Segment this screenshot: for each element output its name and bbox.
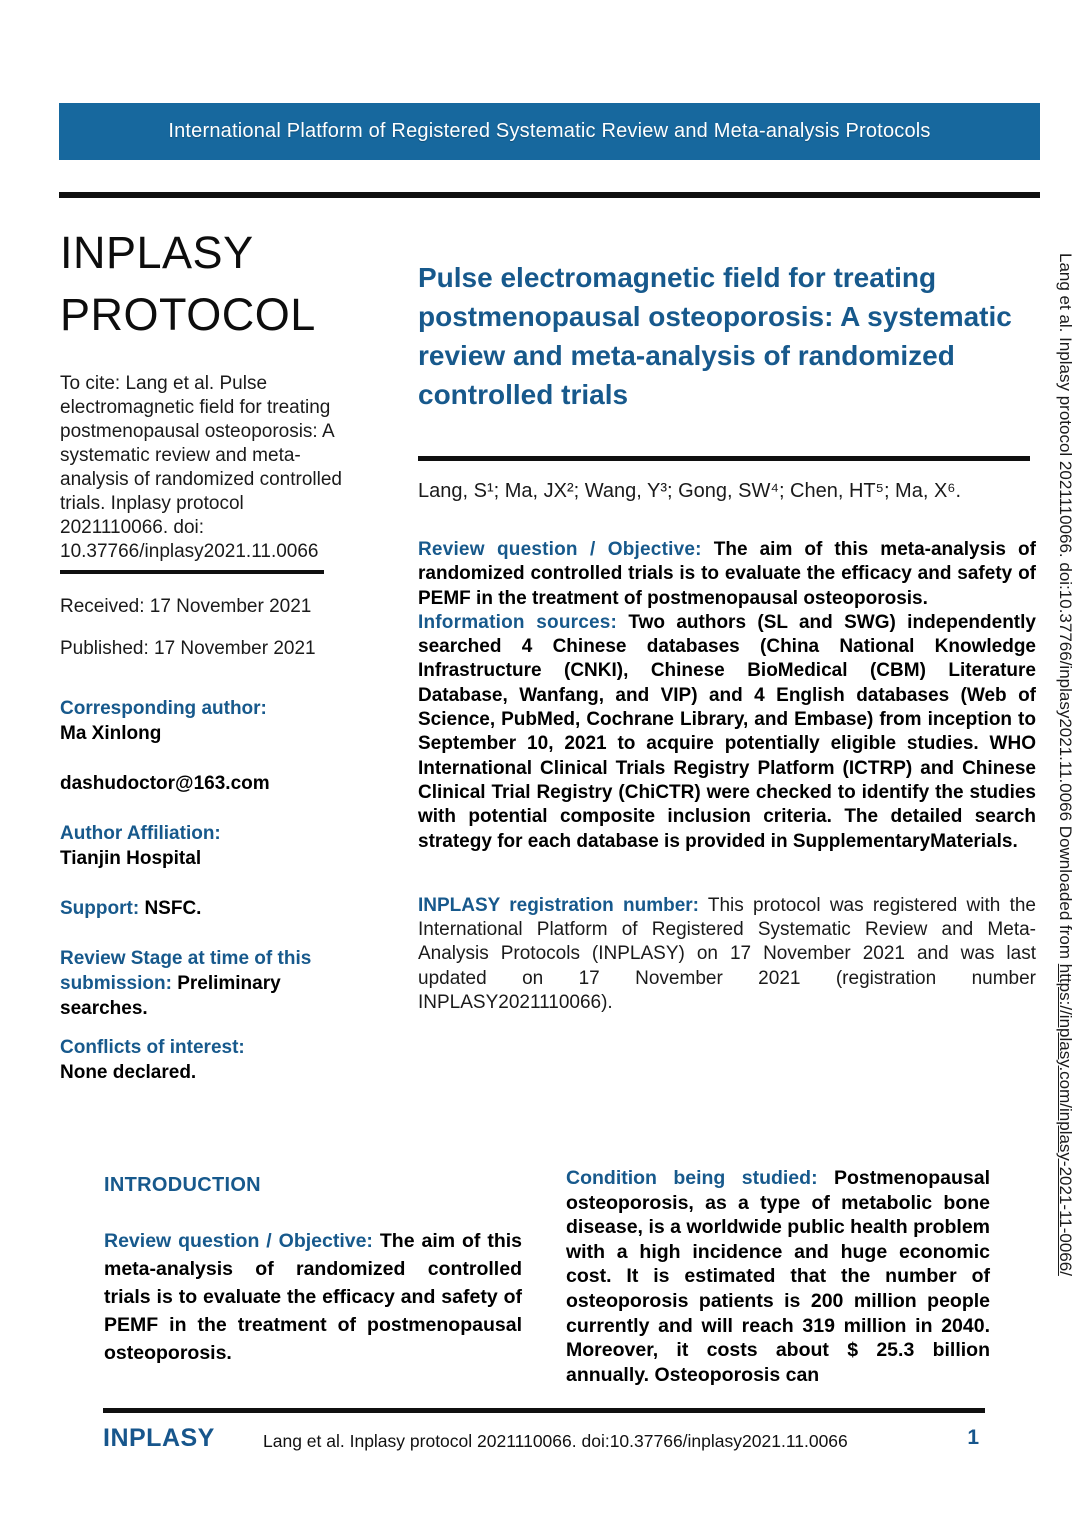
published-date: Published: 17 November 2021 [60,638,316,659]
information-sources-text: Two authors (SL and SWG) independently searched 4 Chinese databases (China National Knowledge Infrastructure (CNKI), Chinese BioMedical (CBM) Literature Database, Wanfang, and VIP) and 4 English databases (Web of Science, PubMed, Cochrane Library, and Embase) from inception to September 10, 2021 to acquire potentially eligible studies. WHO International Clinical Trials Registry Platform (ICTRP) and Chinese Clinical Trial Registry (ChiCTR) were checked to identify the studies with potential composite inclusion criteria. The detailed search strategy for each database is provided in SupplementaryMaterials. [418,611,1036,852]
registration-label: INPLASY registration number: [418,894,699,916]
platform-banner-text: International Platform of Registered Systematic Review and Meta-analysis Protocols [168,120,931,142]
divider [60,570,324,574]
review-question-label: Review question / Objective: [418,539,702,560]
corresponding-author-name: Ma Xinlong [60,723,162,744]
conflicts-value: None declared. [60,1062,197,1083]
sidebar-citation-text: Lang et al. Inplasy protocol 2021110066. doi:10.37766/inplasy2021.11.0066 Downloaded from [1056,253,1075,960]
journal-title-line1: INPLASY [60,227,254,278]
received-date: Received: 17 November 2021 [60,596,312,617]
page-number: 1 [967,1426,979,1449]
conflicts-block [60,1035,352,1085]
corresponding-author-block [60,696,352,746]
affiliation-label: Author Affiliation: [60,823,221,844]
article-title: Pulse electromagnetic field for treating postmenopausal osteoporosis: A systematic review and meta-analysis of randomized controlled trials [418,262,1012,410]
intro-review-question-text: The aim of this meta-analysis of randomized controlled trials is to evaluate the efficacy and safety of PEMF in the treatment of postmenopausal osteoporosis. [104,1230,522,1364]
masthead-column [60,222,352,1085]
page-footer [103,1408,985,1478]
author-email: dashudoctor@163.com [60,773,270,794]
review-question-text: The aim of this meta-analysis of randomized controlled trials is to evaluate the efficacy and safety of PEMF in the treatment of postmenopausal osteoporosis. [418,539,1036,609]
intro-review-question-label: Review question / Objective: [104,1230,373,1252]
sidebar-download-note [1054,253,1076,1276]
conflicts-label: Conflicts of interest: [60,1037,245,1058]
condition-text: Postmenopausal osteoporosis, as a type of metabolic bone disease, is a worldwide public health problem with a high incidence and huge economic cost. It is estimated that the number of osteoporosis patients is 200 million people currently and will reach 319 million in 2040. Moreover, it costs about $ 25.3 billion annually. Osteoporosis can [566,1167,990,1386]
introduction-right-column [566,1166,990,1387]
divider [418,456,1030,461]
intro-review-question-paragraph [104,1227,522,1367]
review-stage-value: Preliminary searches. [60,973,281,1019]
review-stage-label: Review Stage at time of this submission: [60,948,312,994]
condition-paragraph [566,1166,990,1387]
registration-text: This protocol was registered with the International Platform of Registered Systematic Review and Meta-Analysis Protocols (INPLASY) on 17 November 2021 and was last updated on 17 November 2021 (registration number INPLASY2021110066). [418,894,1036,1014]
information-sources-label: Information sources: [418,611,618,633]
author-list: Lang, S¹; Ma, JX²; Wang, Y³; Gong, SW⁴; Chen, HT⁵; Ma, X⁶. [418,480,962,502]
abstract-paragraphs [418,538,1036,854]
article-column [418,258,1036,1015]
journal-title-line2: PROTOCOL [60,289,316,340]
to-cite-text: To cite: Lang et al. Pulse electromagnetic field for treating postmenopausal osteoporosis: A systematic review and meta-analysis of randomized controlled trials. Inplasy protocol 2021110066. doi: 10.37766/inplasy2021.11.0066 [60,373,342,562]
support-value: NSFC. [144,898,202,919]
sidebar-download-link[interactable]: https://inplasy.com/inplasy-2021-11-0066/ [1056,963,1075,1276]
review-stage-block [60,946,352,1021]
affiliation-block [60,821,352,871]
affiliation-value: Tianjin Hospital [60,848,202,869]
footer-citation: Lang et al. Inplasy protocol 2021110066. doi:10.37766/inplasy2021.11.0066 [263,1431,848,1451]
platform-banner [59,103,1040,160]
support-label: Support: [60,898,140,919]
divider [59,192,1040,198]
corresponding-author-label: Corresponding author: [60,698,267,719]
footer-brand: INPLASY [103,1424,215,1452]
condition-label: Condition being studied: [566,1167,818,1189]
journal-title [60,222,352,346]
registration-paragraph [418,894,1036,1015]
author-email-block [60,771,352,796]
introduction-left-column [104,1174,522,1367]
support-block [60,896,352,921]
introduction-heading: INTRODUCTION [104,1174,261,1196]
